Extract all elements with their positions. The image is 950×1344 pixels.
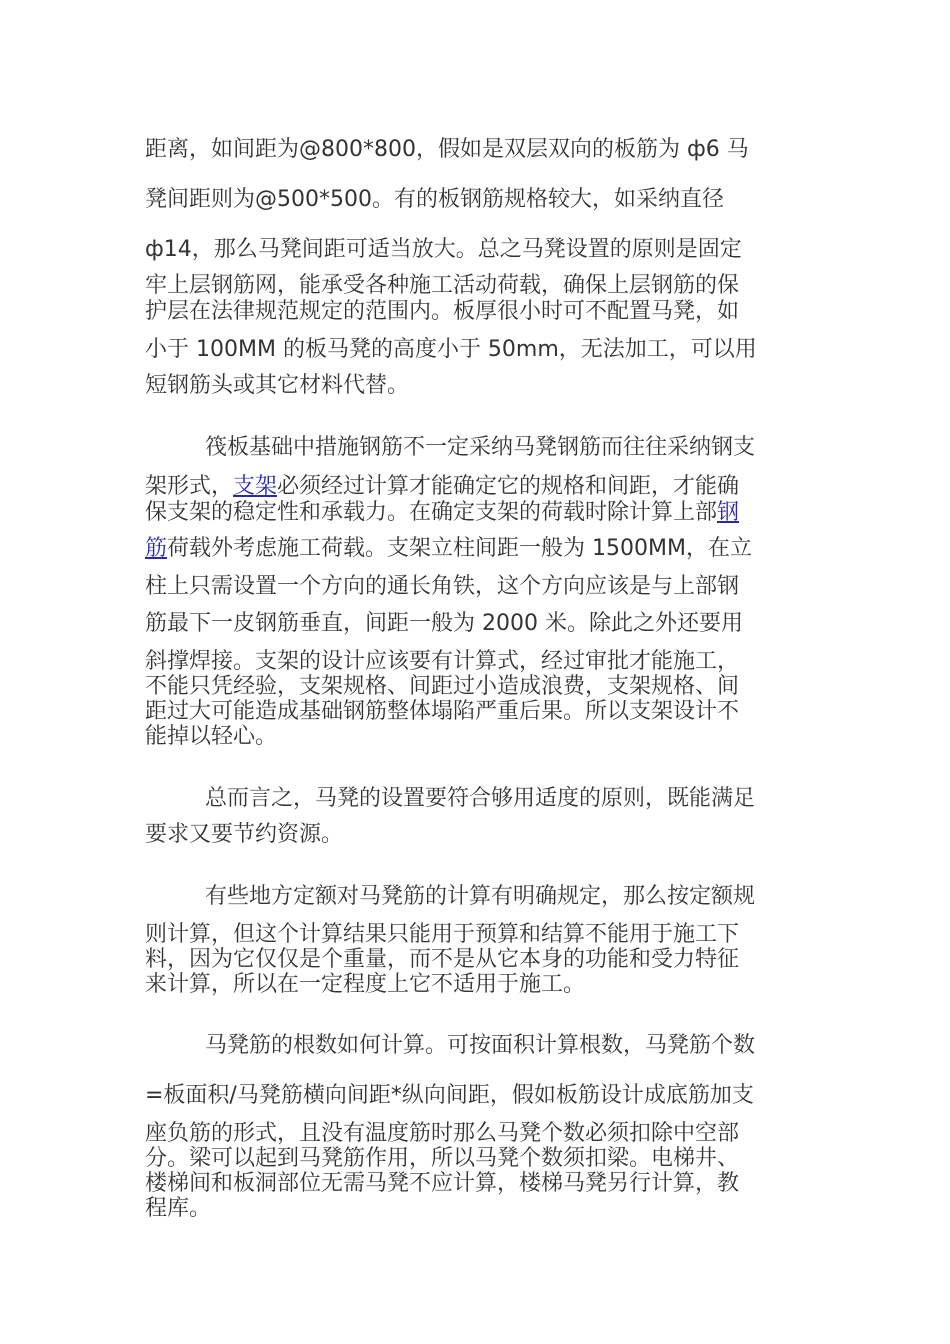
paragraph-2-line-3 [145,500,739,526]
paragraph-1-line-7: 短钢筋头或其它材料代替。 [145,373,410,398]
paragraph-1-line-1: 距离，如间距为@800*800，假如是双层双向的板筋为 ф6 马 [145,137,749,162]
paragraph-2-line-6: 筋最下一皮钢筋垂直，间距一般为 2000 米。除此之外还要用 [145,611,743,636]
paragraph-2-line-2-text-a: 架形式， [145,474,234,499]
paragraph-1-line-4: 牢上层钢筋网，能承受各种施工活动荷载，确保上层钢筋的保 [145,273,740,298]
paragraph-2-line-3-text: 保支架的稳定性和承载力。在确定支架的荷载时除计算上部 [145,500,718,525]
paragraph-2-line-2-text-b: 必须经过计算才能确定它的规格和间距，才能确 [277,474,740,499]
paragraph-4-line-2: 则计算，但这个计算结果只能用于预算和结算不能用于施工下 [145,922,740,947]
paragraph-2-line-7: 斜撑焊接。支架的设计应该要有计算式，经过审批才能施工， [145,649,740,674]
paragraph-5-line-3: 座负筋的形式，且没有温度筋时那么马凳个数必须扣除中空部 [145,1121,740,1146]
paragraph-2-line-5: 柱上只需设置一个方向的通长角铁，这个方向应该是与上部钢 [145,574,740,599]
paragraph-1-line-3: ф14，那么马凳间距可适当放大。总之马凳设置的原则是固定 [145,237,742,262]
paragraph-4-line-3: 料，因为它仅仅是个重量，而不是从它本身的功能和受力特征 [145,947,740,972]
paragraph-3-line-2: 要求又要节约资源。 [145,822,344,847]
paragraph-5-line-2: =板面积/马凳筋横向间距*纵向间距，假如板筋设计成底筋加支 [145,1083,754,1108]
paragraph-1-line-5: 护层在法律规范规定的范围内。板厚很小时可不配置马凳，如 [145,299,740,324]
paragraph-2-line-8: 不能只凭经验，支架规格、间距过小造成浪费，支架规格、间 [145,674,740,699]
paragraph-2-line-4 [145,536,752,562]
paragraph-5-line-1: 马凳筋的根数如何计算。可按面积计算根数，马凳筋个数 [205,1033,756,1058]
paragraph-2-line-4-text: 荷载外考虑施工荷载。支架立柱间距一般为 1500MM，在立 [167,536,752,561]
paragraph-1-line-6: 小于 100MM 的板马凳的高度小于 50mm，无法加工，可以用 [145,337,757,362]
paragraph-2-line-2 [145,474,739,500]
paragraph-3-line-1: 总而言之，马凳的设置要符合够用适度的原则，既能满足 [205,786,756,811]
paragraph-4-line-4: 来计算，所以在一定程度上它不适用于施工。 [145,972,586,997]
paragraph-2-line-10: 能掉以轻心。 [145,724,278,749]
paragraph-1-line-2: 凳间距则为@500*500。有的板钢筋规格较大，如采纳直径 [145,187,724,212]
link-rebar-part-2[interactable]: 筋 [145,536,168,561]
paragraph-5-line-5: 楼梯间和板洞部位无需马凳不应计算，楼梯马凳另行计算，教 [145,1171,740,1196]
paragraph-2-line-1: 筏板基础中措施钢筋不一定采纳马凳钢筋而往往采纳钢支 [205,435,756,460]
paragraph-2-line-9: 距过大可能造成基础钢筋整体塌陷严重后果。所以支架设计不 [145,699,740,724]
paragraph-5-line-4: 分。梁可以起到马凳筋作用，所以马凳个数须扣梁。电梯井、 [145,1146,740,1171]
link-support[interactable]: 支架 [233,474,278,499]
link-rebar-part-1[interactable]: 钢 [717,500,740,525]
paragraph-4-line-1: 有些地方定额对马凳筋的计算有明确规定，那么按定额规 [205,884,756,909]
paragraph-5-line-6: 程库。 [145,1196,212,1221]
